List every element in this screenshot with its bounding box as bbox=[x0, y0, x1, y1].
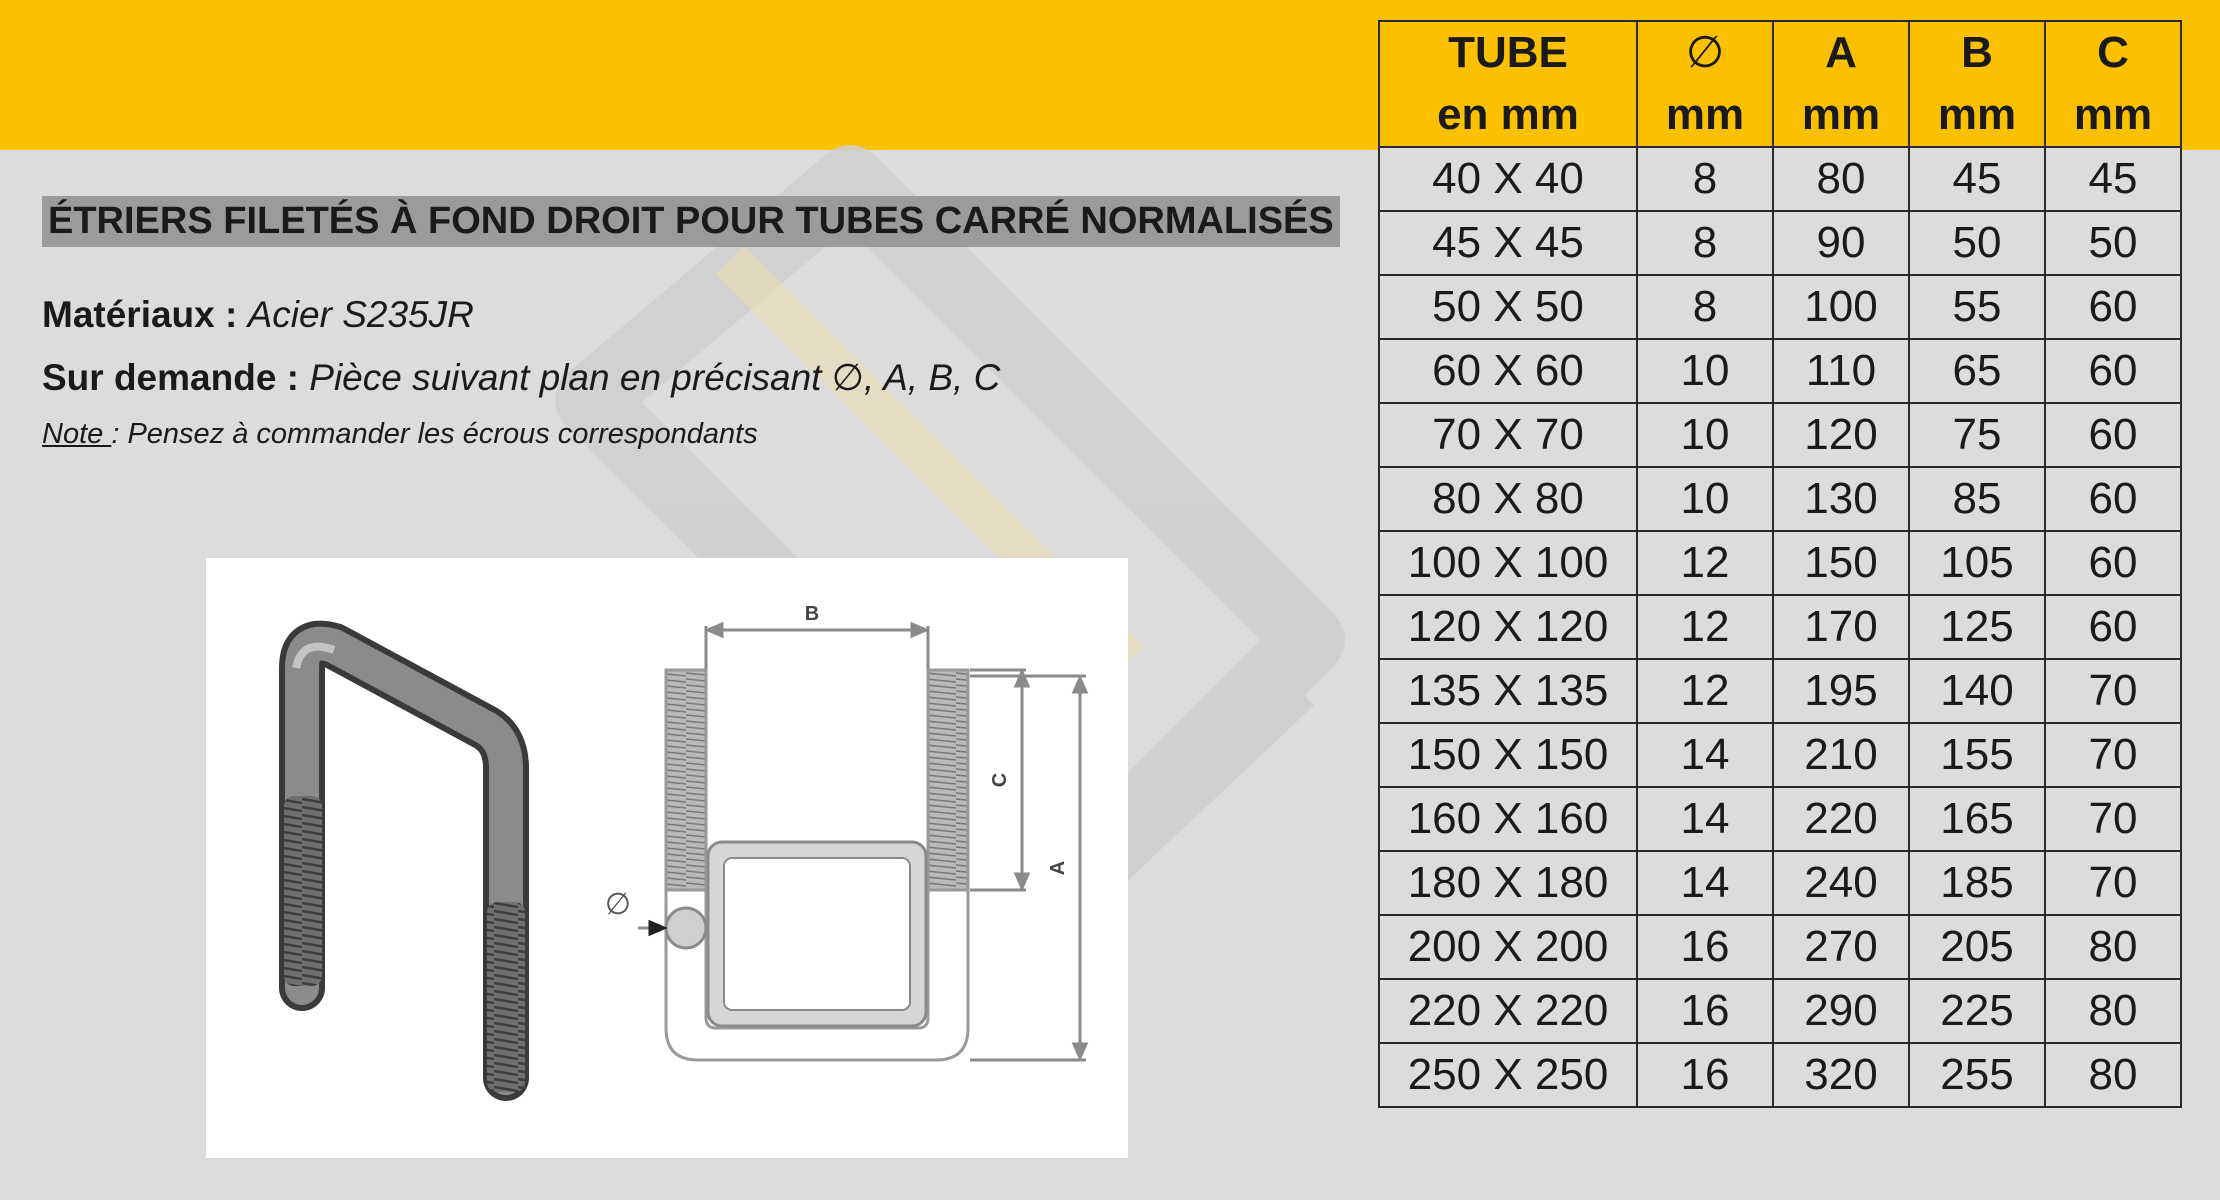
table-body bbox=[1379, 147, 2181, 1107]
cell-tube: 220 X 220 bbox=[1379, 979, 1637, 1043]
cell-c: 60 bbox=[2045, 339, 2181, 403]
dim-a-label: A bbox=[1047, 860, 1069, 876]
cell-c: 70 bbox=[2045, 787, 2181, 851]
cell-diameter: 12 bbox=[1637, 595, 1773, 659]
cell-c: 70 bbox=[2045, 723, 2181, 787]
cell-c: 60 bbox=[2045, 275, 2181, 339]
cell-a: 150 bbox=[1773, 531, 1909, 595]
cell-diameter: 10 bbox=[1637, 467, 1773, 531]
note-value: : Pensez à commander les écrous correspondants bbox=[111, 418, 758, 450]
cell-c: 60 bbox=[2045, 531, 2181, 595]
on-demand-line bbox=[42, 356, 1000, 399]
cell-a: 320 bbox=[1773, 1043, 1909, 1107]
table-row bbox=[1379, 979, 2181, 1043]
cell-a: 110 bbox=[1773, 339, 1909, 403]
cell-a: 80 bbox=[1773, 147, 1909, 211]
cell-c: 50 bbox=[2045, 211, 2181, 275]
u-bolt-drawing bbox=[206, 558, 1128, 1158]
on-demand-label: Sur demande : bbox=[42, 357, 299, 398]
cell-a: 290 bbox=[1773, 979, 1909, 1043]
cell-a: 90 bbox=[1773, 211, 1909, 275]
cell-tube: 160 X 160 bbox=[1379, 787, 1637, 851]
cell-a: 170 bbox=[1773, 595, 1909, 659]
cell-diameter: 14 bbox=[1637, 851, 1773, 915]
cell-tube: 50 X 50 bbox=[1379, 275, 1637, 339]
cell-diameter: 12 bbox=[1637, 659, 1773, 723]
cell-b: 55 bbox=[1909, 275, 2045, 339]
table-row bbox=[1379, 531, 2181, 595]
cell-b: 155 bbox=[1909, 723, 2045, 787]
cell-c: 70 bbox=[2045, 659, 2181, 723]
table-row bbox=[1379, 851, 2181, 915]
cell-b: 45 bbox=[1909, 147, 2045, 211]
cell-b: 165 bbox=[1909, 787, 2045, 851]
cell-b: 65 bbox=[1909, 339, 2045, 403]
cell-diameter: 8 bbox=[1637, 147, 1773, 211]
cell-c: 60 bbox=[2045, 595, 2181, 659]
cell-b: 205 bbox=[1909, 915, 2045, 979]
cell-tube: 80 X 80 bbox=[1379, 467, 1637, 531]
cell-diameter: 16 bbox=[1637, 1043, 1773, 1107]
cell-tube: 70 X 70 bbox=[1379, 403, 1637, 467]
table-row bbox=[1379, 147, 2181, 211]
cell-b: 225 bbox=[1909, 979, 2045, 1043]
cell-b: 85 bbox=[1909, 467, 2045, 531]
cell-a: 210 bbox=[1773, 723, 1909, 787]
table-row bbox=[1379, 339, 2181, 403]
u-bolt-3d bbox=[284, 644, 525, 1092]
cell-b: 50 bbox=[1909, 211, 2045, 275]
cell-c: 60 bbox=[2045, 467, 2181, 531]
table-row bbox=[1379, 211, 2181, 275]
cell-diameter: 8 bbox=[1637, 211, 1773, 275]
technical-drawing bbox=[206, 558, 1128, 1158]
dim-diameter-label: ∅ bbox=[604, 887, 632, 922]
materials-value: Acier S235JR bbox=[247, 294, 474, 335]
cell-a: 130 bbox=[1773, 467, 1909, 531]
header-c: C mm bbox=[2045, 21, 2181, 147]
cell-c: 70 bbox=[2045, 851, 2181, 915]
on-demand-value: Pièce suivant plan en précisant ∅, A, B, C bbox=[309, 357, 1001, 398]
cell-a: 270 bbox=[1773, 915, 1909, 979]
cell-b: 105 bbox=[1909, 531, 2045, 595]
cell-tube: 150 X 150 bbox=[1379, 723, 1637, 787]
table-row bbox=[1379, 595, 2181, 659]
cell-diameter: 14 bbox=[1637, 787, 1773, 851]
cell-b: 140 bbox=[1909, 659, 2045, 723]
cell-b: 185 bbox=[1909, 851, 2045, 915]
table-row bbox=[1379, 403, 2181, 467]
cell-a: 100 bbox=[1773, 275, 1909, 339]
cell-tube: 45 X 45 bbox=[1379, 211, 1637, 275]
cell-tube: 100 X 100 bbox=[1379, 531, 1637, 595]
note-label: Note bbox=[42, 418, 112, 450]
table-row bbox=[1379, 275, 2181, 339]
table-row bbox=[1379, 915, 2181, 979]
table-row bbox=[1379, 1043, 2181, 1107]
cell-tube: 40 X 40 bbox=[1379, 147, 1637, 211]
table-row bbox=[1379, 467, 2181, 531]
u-bolt-schematic bbox=[638, 624, 1086, 1060]
cell-tube: 60 X 60 bbox=[1379, 339, 1637, 403]
materials-line bbox=[42, 294, 474, 336]
materials-label: Matériaux : bbox=[42, 294, 238, 335]
cell-a: 195 bbox=[1773, 659, 1909, 723]
cell-tube: 120 X 120 bbox=[1379, 595, 1637, 659]
cell-diameter: 12 bbox=[1637, 531, 1773, 595]
cell-tube: 180 X 180 bbox=[1379, 851, 1637, 915]
dimensions-table bbox=[1378, 20, 2182, 1108]
cell-b: 255 bbox=[1909, 1043, 2045, 1107]
cell-c: 80 bbox=[2045, 1043, 2181, 1107]
cell-diameter: 14 bbox=[1637, 723, 1773, 787]
cell-c: 45 bbox=[2045, 147, 2181, 211]
cell-b: 75 bbox=[1909, 403, 2045, 467]
header-tube: TUBE en mm bbox=[1379, 21, 1637, 147]
cell-tube: 200 X 200 bbox=[1379, 915, 1637, 979]
cell-a: 240 bbox=[1773, 851, 1909, 915]
table-row bbox=[1379, 659, 2181, 723]
cell-c: 60 bbox=[2045, 403, 2181, 467]
cell-diameter: 10 bbox=[1637, 339, 1773, 403]
table-row bbox=[1379, 723, 2181, 787]
cell-tube: 250 X 250 bbox=[1379, 1043, 1637, 1107]
cell-a: 220 bbox=[1773, 787, 1909, 851]
cell-diameter: 10 bbox=[1637, 403, 1773, 467]
table-row bbox=[1379, 787, 2181, 851]
cell-b: 125 bbox=[1909, 595, 2045, 659]
cell-diameter: 8 bbox=[1637, 275, 1773, 339]
cell-diameter: 16 bbox=[1637, 979, 1773, 1043]
cell-c: 80 bbox=[2045, 979, 2181, 1043]
page-title: ÉTRIERS FILETÉS À FOND DROIT POUR TUBES CARRÉ NORMALISÉS bbox=[42, 196, 1340, 247]
table-header-row bbox=[1379, 21, 2181, 147]
cell-diameter: 16 bbox=[1637, 915, 1773, 979]
note-line bbox=[42, 418, 758, 451]
cell-a: 120 bbox=[1773, 403, 1909, 467]
header-a: A mm bbox=[1773, 21, 1909, 147]
dim-b-label: B bbox=[804, 603, 820, 625]
header-b: B mm bbox=[1909, 21, 2045, 147]
cell-c: 80 bbox=[2045, 915, 2181, 979]
cell-tube: 135 X 135 bbox=[1379, 659, 1637, 723]
dim-c-label: C bbox=[989, 772, 1011, 788]
header-diameter: ∅ mm bbox=[1637, 21, 1773, 147]
